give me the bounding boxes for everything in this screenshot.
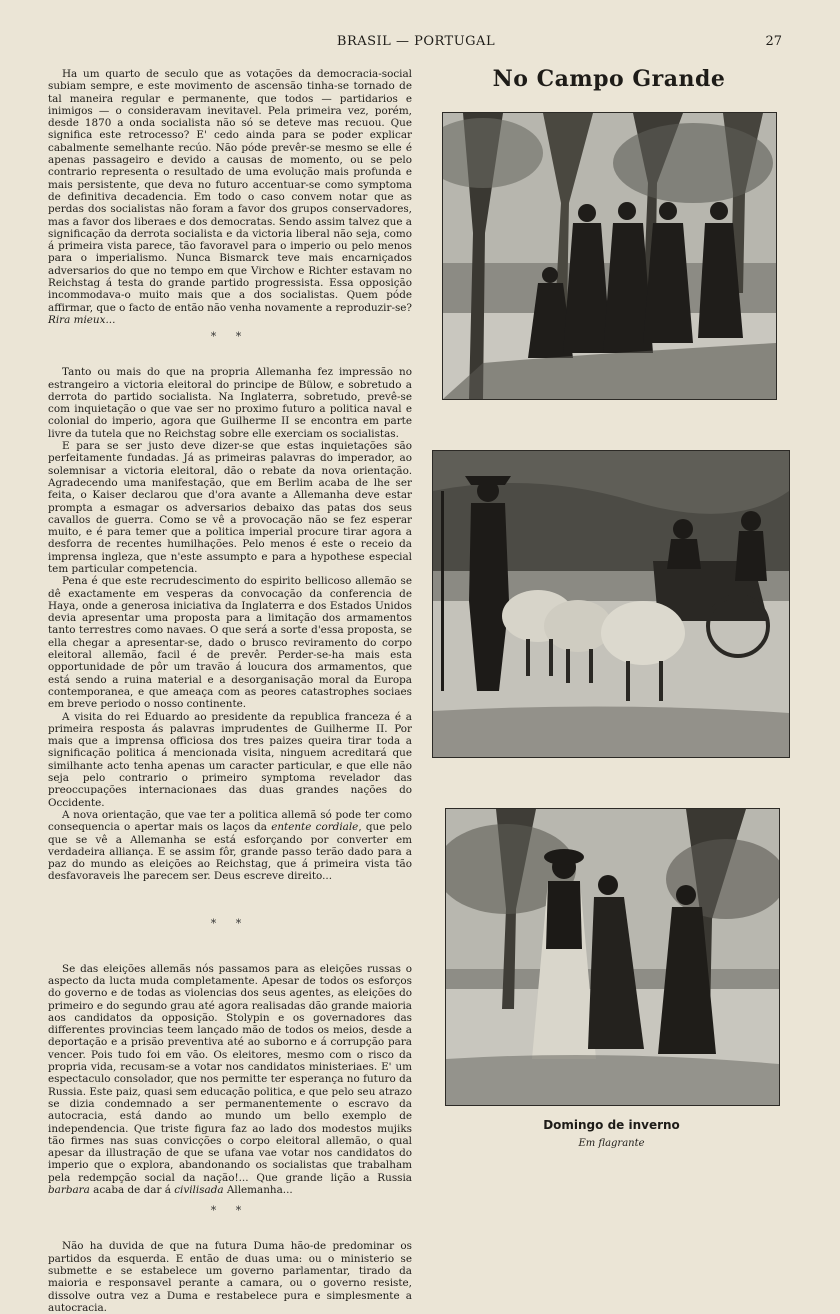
gallery-title: No Campo Grande bbox=[492, 66, 726, 92]
article-paragraph: A visita do rei Eduardo ao presidente da republica franceza é a primeira resposta ás palavras imprudentes de Guilherme II. Por mais que a imprensa officiosa dos tres paizes queira tirar toda a significação politica á mencionada visita, ninguem acreditará que similhante acto tenha apenas um caracter particular, e que elle não seja pelo contrario o primeiro symptoma revelador das preoccupações internacionaes das duas grandes nações do Occidente. bbox=[48, 710, 412, 809]
article-paragraph: Ha um quarto de seculo que as votações da democracia-social subiam sempre, e este movimento de ascensão tinha-se tornado de tal maneira regular e permanente, que todos — partidarios e inimigos — o consideravam inevitavel. Pela primeira vez, porém, desde 1870 a onda socialista não só se deteve mas recuou. Que significa este retrocesso? E' cedo ainda para se poder explicar cabalmente semelhante recúo. Não póde prevêr-se mesmo se elle é apenas passageiro e devido a causas de momento, ou se pelo contrario representa o resultado de uma evolução mais profunda e mais persistente, que deva no futuro accentuar-se como symptoma de definitiva decadencia. Em todo o caso convem notar que as perdas dos socialistas não foram a favor dos grupos conservadores, mas a favor dos liberaes e dos democratas. Sendo assim talvez que a significação da derrota socialista e da victoria liberal não seja, como á primeira vista parece, tão favoravel para o imperio ou pelo menos para o imperialismo. Nunca Bismarck teve mais encarniçados adversarios do que no tempo em que Virchow e Richter estavam no Reichstag á testa do grande partido progressista. Essa opposição incommodava-o muito mais que a dos socialistas. Quem póde affirmar, que o facto de então não venha novamente a reproduzir-se? Rira mieux... bbox=[48, 68, 413, 326]
article-paragraph: Tanto ou mais do que na propria Allemanha fez impressão no estrangeiro a victoria eleitoral do principe de Bülow, e sobretudo a derrota do partido socialista. Na Inglaterra, sobretudo, prevê-se com inquietação o que vae ser no proximo futuro a politica naval e colonial do imperio, agora que Guilherme II se encontra em parte livre da tutela que no Reichstag sobre elle exerciam os socialistas. bbox=[48, 366, 412, 440]
article-paragraph: Se das eleições allemãs nós passamos para as eleições russas o aspecto da lucta muda completamente. Apesar de todos os esforços do governo e de todas as violencias dos seus agentes, as eleições do primeiro e do segundo grau até agora realisadas dão grande maioria aos candidatos da opposição. Stolypin e os governadores das differentes provincias teem lançado mão de todos os meios, desde a deportação e a prisão preventiva até ao suborno e á corrupção para vencer. Pois tudo foi em vão. Os eleitores, mesmo com o risco da propria vida, recusam-se a votar nos candidatos ministeriaes. E' um espectaculo consolador, que nos permitte ter esperança no futuro da Russia. Este paiz, quasi sem educação politica, e que pelo seu atrazo se dizia condemnado a ser permanentemente o escravo da autocracia, está dando ao mundo um bello exemplo de independencia. Que triste figura faz ao lado dos modestos mujiks tão firmes nas suas convicções o corpo eleitoral allemão, o qual apesar da illustração de que se ufana vae votar nos candidatos do imperio que o explora, abandonando os socialistas que trabalham pela redempção social da nação!... Que grande lição a Russia barbara acaba de dar á civilisada Allemanha... bbox=[48, 962, 412, 1197]
photo-caption-title: Domingo de inverno bbox=[543, 1118, 680, 1132]
article-paragraph: Pena é que este recrudescimento do espirito bellicoso allemão se dê exactamente em vesperas da convocação da conferencia de Haya, onde a generosa iniciativa da Inglaterra e dos Estados Unidos devia apresentar uma proposta para a limitação dos armamentos tanto terrestres como navaes. O que será a sorte d'essa proposta, se ella chegar a apresentar-se, dado o brusco reviramento do corpo eleitoral allemão, facil é de prevêr. Perder-se-ha mais esta opportunidade de pôr um travão á loucura dos armamentos, que está sendo a ruina material e a desorganisação moral da Europa contemporanea, e que ameaça com as peores catastrophes sociaes em breve periodo o nosso continente. bbox=[48, 575, 412, 711]
article-column bbox=[48, 68, 412, 1314]
section-separator: * * bbox=[210, 916, 250, 930]
photo-sheep-cart bbox=[432, 450, 790, 758]
section-separator: * * bbox=[210, 1204, 250, 1218]
article-paragraph: E para se ser justo deve dizer-se que estas inquietações são perfeitamente fundadas. Já as primeiras palavras do imperador, ao solemnisar a victoria eleitoral, dão o rebate da nova orientação. Agradecendo uma manifestação, que em Berlim acaba de lhe ser feita, o Kaiser declarou que d'ora avante a Allemanha deve estar prompta a esmagar os adversarios debaixo das patas dos seus cavallos de guerra. Como se vê a provocação não se fez esperar muito, e é para temer que a politica imperial procure tirar agora a desforra de recentes humilhações. Pelo menos é este o receio da imprensa ingleza, que n'este assumpto e para a hypothese especial tem particular competencia. bbox=[48, 440, 412, 575]
italic-phrase: entente cordiale bbox=[271, 821, 359, 834]
page-number: 27 bbox=[765, 34, 782, 49]
page-header bbox=[0, 34, 840, 52]
article-paragraph: A nova orientação, que vae ter a politica allemã só pode ter como consequencia o apertar mais os laços da entente cordiale, que pelo que se vê a Allemanha se está esforçando por converter em verdadeira alliança. E se assim fôr, grande passo terão dado para a paz do mundo as eleições ao Reichstag, que á primeira vista tão desfavoraveis lhe parecem ser. Deus escreve direito... bbox=[48, 808, 412, 883]
section-separator: * * bbox=[210, 330, 250, 344]
italic-phrase: barbara bbox=[48, 1184, 90, 1197]
photo-ladies-walking bbox=[442, 112, 777, 400]
italic-phrase: civilisada bbox=[174, 1184, 224, 1197]
italic-phrase: Rira mieux... bbox=[48, 313, 116, 326]
photo-winter-ladies bbox=[445, 808, 780, 1106]
running-title: BRASIL — PORTUGAL bbox=[336, 34, 496, 49]
photo-caption-subtitle: Em flagrante bbox=[578, 1138, 645, 1149]
article-paragraph: Não ha duvida de que na futura Duma hão-de predominar os partidos da esquerda. E então de duas uma: ou o ministerio se submette e se estabelece um governo parlamentar, tirado da maioria e responsavel perante a camara, ou o governo resiste, dissolve outra vez a Duma e restabelece pura e simplesmente a autocracia. bbox=[48, 1240, 412, 1314]
